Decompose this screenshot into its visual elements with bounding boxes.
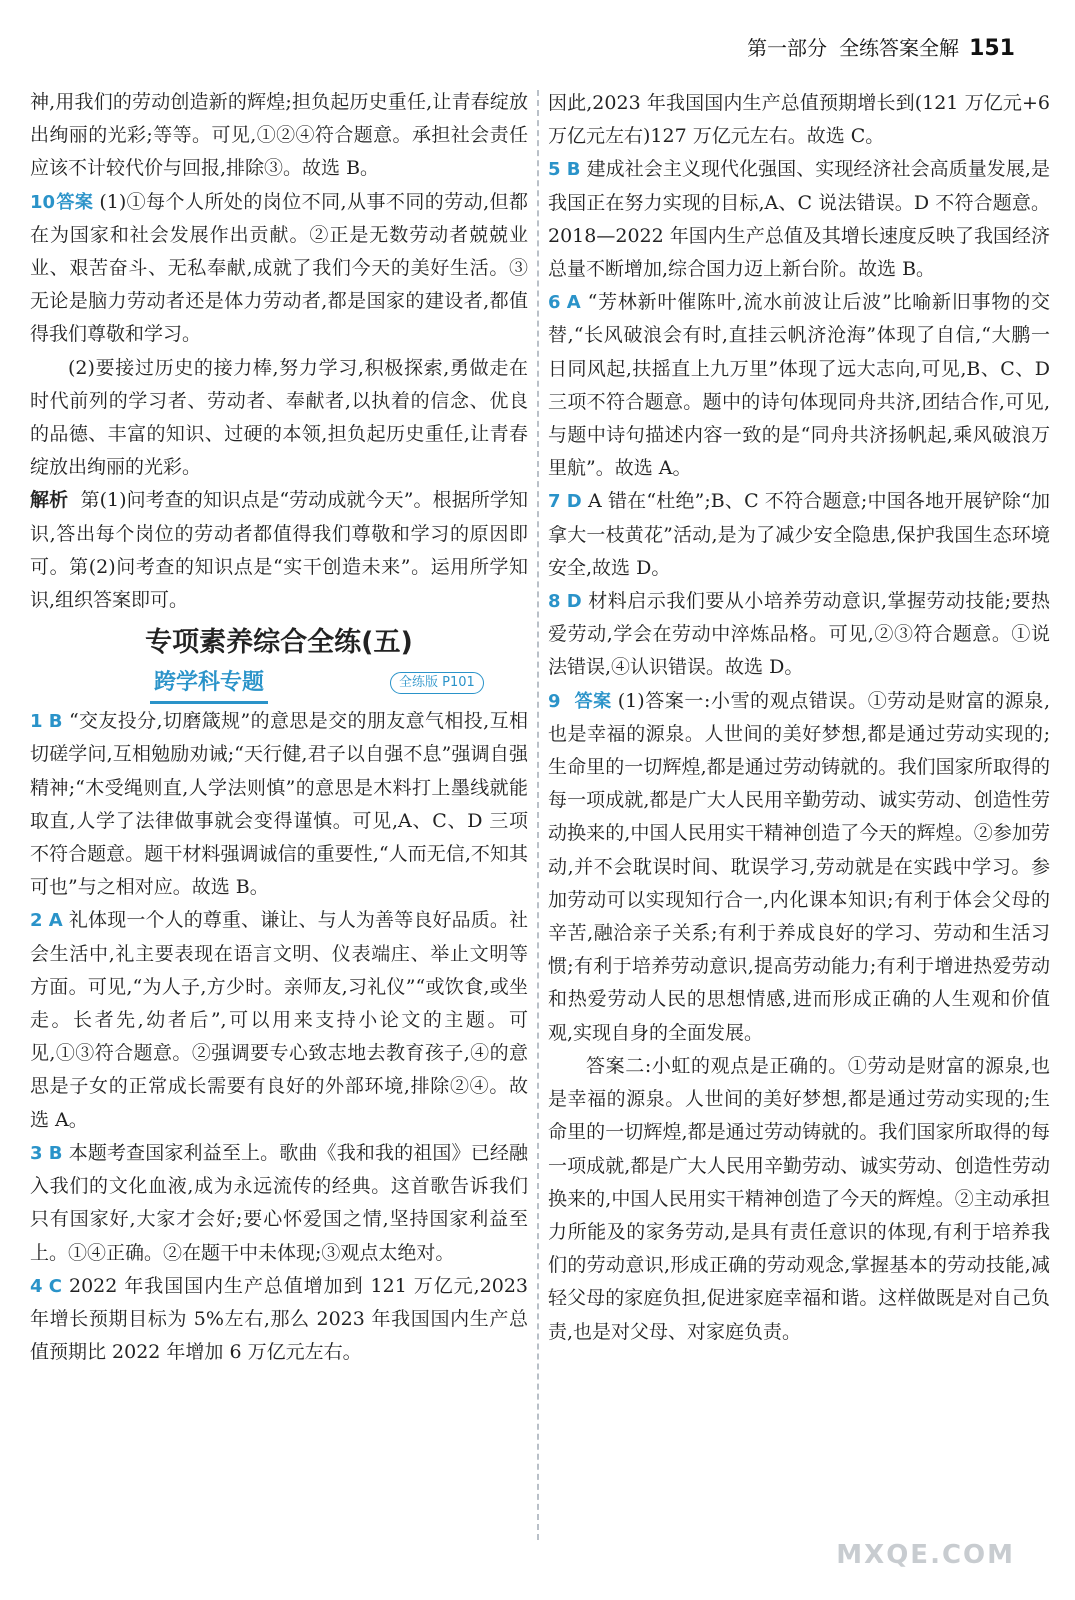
watermark-logo: MXQE.COM <box>836 1540 1015 1570</box>
answer-label: 答案 <box>574 690 612 712</box>
question-10-answer-2: (2)要接过历史的接力棒,努力学习,积极探索,勇做走在时代前列的学习者、劳动者、奉献者,以执着的信念、优良的品德、丰富的知识、过硬的本领,担负起历史重任,让青春绽放出绚丽的光彩。 <box>30 356 528 479</box>
reference-tag: 全练版 P101 <box>390 672 484 694</box>
question-10-analysis <box>30 484 528 617</box>
question-9-answer-1 <box>548 685 1050 1050</box>
question-number: 2 A <box>30 910 63 932</box>
analysis-label: 解析 <box>30 489 69 512</box>
header-section: 第一部分 <box>747 36 828 60</box>
question-text: 建成社会主义现代化强国、实现经济社会高质量发展,是我国正在努力实现的目标,A、C 说法错误。D 不符合题意。2018—2022 年国内生产总值及其增长速度反映了我国经济总量不断增加,综合国力迈上新台阶。故选 B。 <box>548 158 1051 281</box>
question-7 <box>548 485 1050 585</box>
question-number: 7 D <box>548 491 582 513</box>
question-text: 礼体现一个人的尊重、谦让、与人为善等良好品质。社会生活中,礼主要表现在语言文明、仪表端庄、举止文明等方面。可见,“为人子,方少时。亲师友,习礼仪”“或饮食,或坐走。长者先,幼者后”,可以用来支持小论文的主题。可见,①③符合题意。②强调要专心致志地去教育孩子,④的意思是子女的正常成长需要有良好的外部环境,排除②④。故选 A。 <box>30 909 528 1131</box>
question-number: 1 B <box>30 711 63 733</box>
question-text: A 错在“杜绝”;B、C 不符合题意;中国各地开展铲除“加拿大一枝黄花”活动,是为了减少安全隐患,保护我国生态环境安全,故选 D。 <box>548 490 1050 579</box>
question-4-continuation: 因此,2023 年我国国内生产总值预期增长到(121 万亿元+6 万亿元左右)127 万亿元左右。故选 C。 <box>548 92 1050 148</box>
question-text: “交友投分,切磨箴规”的意思是交的朋友意气相投,互相切磋学问,互相勉励劝诫;“天行健,君子以自强不息”强调自强精神;“木受绳则直,人学法则慎”的意思是木料打上墨线就能取直,人学了法律做事就会变得谨慎。可见,A、C、D 三项不符合题意。题干材料强调诚信的重要性,“人而无信,不知其可也”与之相对应。故选 B。 <box>30 710 528 899</box>
answer-text: (1)①每个人所处的岗位不同,从事不同的劳动,但都在为国家和社会发展作出贡献。②正是无数劳动者兢兢业业、艰苦奋斗、无私奉献,成就了我们今天的美好生活。③无论是脑力劳动者还是体力劳动者,都是国家的建设者,都值得我们尊敬和学习。 <box>30 190 529 346</box>
column-divider <box>537 90 539 1540</box>
question-number: 5 B <box>548 159 581 181</box>
question-number: 4 C <box>30 1275 63 1297</box>
question-text: “芳林新叶催陈叶,流水前波让后波”比喻新旧事物的交替,“长风破浪会有时,直挂云帆济沧海”体现了自信,“大鹏一日同风起,扶摇直上九万里”体现了远大志向,可见,B、C、D 三项不符合题意。题中的诗句体现同舟共济,团结合作,可见,与题中诗句描述内容一致的是“同舟共济扬帆起,乘风破浪万里航”。故选 A。 <box>548 291 1051 480</box>
question-5 <box>548 153 1050 286</box>
question-4 <box>30 1270 528 1370</box>
question-number: 8 D <box>548 591 582 613</box>
analysis-text: 第(1)问考查的知识点是“劳动成就今天”。根据所学知识,答出每个岗位的劳动者都值得我们尊敬和学习的原因即可。第(2)问考查的知识点是“实干创造未来”。运用所学知识,组织答案即可。 <box>30 489 528 612</box>
answer-text: (1)答案一:小雪的观点错误。①劳动是财富的源泉,也是幸福的源泉。人世间的美好梦想,都是通过劳动实现的;生命里的一切辉煌,都是通过劳动铸就的。我们国家所取得的每一项成就,都是广大人民用辛勤劳动、诚实劳动、创造性劳动换来的,中国人民用实干精神创造了今天的辉煌。②参加劳动,并不会耽误时间、耽误学习,劳动就是在实践中学习。参加劳动可以实现知行合一,内化课本知识;有利于体会父母的辛苦,融洽亲子关系;有利于养成良好的学习、劳动和生活习惯;有利于培养劳动意识,提高劳动能力;有利于增进热爱劳动和热爱劳动人民的思想情感,进而形成正确的人生观和价值观,实现自身的全面发展。 <box>548 689 1051 1044</box>
question-3 <box>30 1137 528 1270</box>
left-column <box>30 86 528 1369</box>
answer-label: 答案 <box>56 191 94 213</box>
question-text: 材料启示我们要从小培养劳动意识,掌握劳动技能;要热爱劳动,学会在劳动中淬炼品格。可见,②③符合题意。①说法错误,④认识错误。故选 D。 <box>548 590 1050 679</box>
question-number: 9 <box>548 690 561 712</box>
paragraph-continuation: 神,用我们的劳动创造新的辉煌;担负起历史重任,让青春绽放出绚丽的光彩;等等。可见,①②④符合题意。承担社会责任应该不计较代价与回报,排除③。故选 B。 <box>30 91 528 180</box>
question-8 <box>548 585 1050 685</box>
question-number: 10 <box>30 191 56 213</box>
question-10-answer-1 <box>30 186 528 352</box>
question-number: 3 B <box>30 1142 63 1164</box>
section-title: 专项素养综合全练(五) <box>145 627 413 659</box>
question-2 <box>30 904 528 1136</box>
section-subtitle: 跨学科专题 <box>150 665 268 704</box>
page-number: 151 <box>969 36 1015 61</box>
question-1 <box>30 705 528 904</box>
header-subtitle: 全练答案全解 <box>839 36 960 60</box>
subtitle-row <box>30 665 528 705</box>
right-column <box>548 87 1050 1349</box>
question-9-answer-2: 答案二:小虹的观点是正确的。①劳动是财富的源泉,也是幸福的源泉。人世间的美好梦想,都是通过劳动实现的;生命里的一切辉煌,都是通过劳动铸就的。我们国家所取得的每一项成就,都是广大人民用辛勤劳动、诚实劳动、创造性劳动换来的,中国人民用实干精神创造了今天的辉煌。②主动承担力所能及的家务劳动,是具有责任意识的体现,有利于培养我们的劳动意识,形成正确的劳动观念,掌握基本的劳动技能,减轻父母的家庭负担,促进家庭幸福和谐。这样做既是对自己负责,也是对父母、对家庭负责。 <box>548 1054 1050 1343</box>
question-number: 6 A <box>548 292 581 314</box>
question-text: 本题考查国家利益至上。歌曲《我和我的祖国》已经融入我们的文化血液,成为永远流传的经典。这首歌告诉我们只有国家好,大家才会好;要心怀爱国之情,坚持国家利益至上。①④正确。②在题干中未体现;③观点太绝对。 <box>30 1141 528 1264</box>
question-6 <box>548 286 1050 485</box>
question-text: 2022 年我国国内生产总值增加到 121 万亿元,2023 年增长预期目标为 5%左右,那么 2023 年我国国内生产总值预期比 2022 年增加 6 万亿元左右。 <box>30 1274 528 1364</box>
page-header <box>747 32 1015 61</box>
